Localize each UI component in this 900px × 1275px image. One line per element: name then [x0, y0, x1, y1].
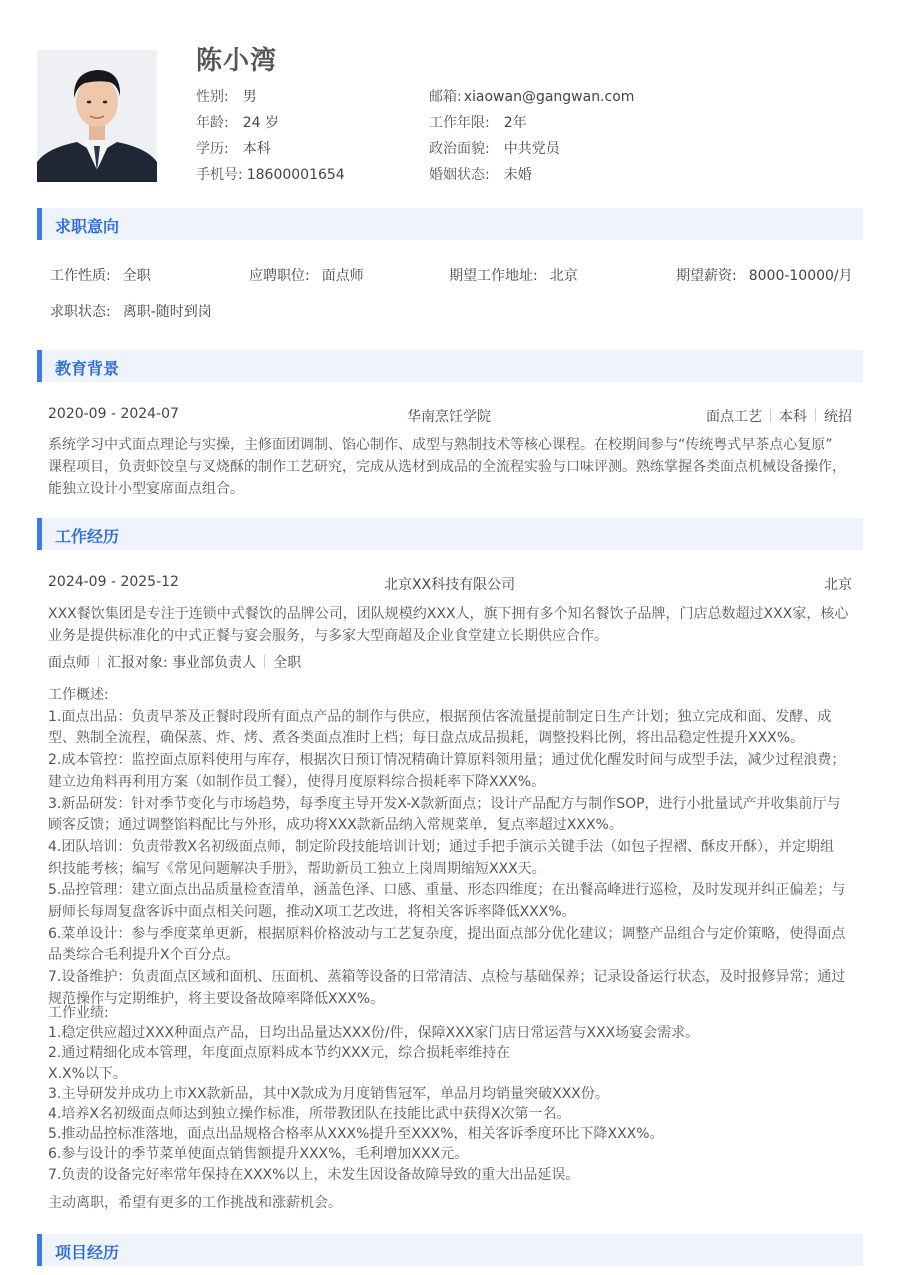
info-value: xiaowan@gangwan.com: [463, 89, 635, 105]
field-value: 全职: [122, 268, 151, 284]
info-marital: [429, 164, 532, 184]
overview-line: 型、熟制全流程，确保蒸、炸、烤、煮各类面点准时上档；每日盘点成品损耗，调整投料比例，将出品稳定性提升XXX%。: [48, 730, 805, 747]
achievement-line: 1.稳定供应超过XXX种面点产品，日均出品量达XXX份/件，保障XXX家门店日常运营与XXX场宴会需求。: [48, 1025, 700, 1042]
info-value: 24 岁: [242, 115, 279, 131]
education-school: 华南烹饪学院: [407, 409, 491, 425]
intent-work-type: [50, 265, 151, 285]
achievement-line: 4.培养X名初级面点师达到独立操作标准，所带教团队在技能比武中获得X次第一名。: [48, 1106, 571, 1123]
overview-line: 7.设备维护：负责面点区域和面机、压面机、蒸箱等设备的日常清洁、点检与基础保养；记录设备运行状态，及时报修异常；通过: [48, 969, 846, 986]
work-period: 2024-09 - 2025-12: [48, 574, 179, 590]
section-header-intent: [37, 208, 863, 240]
overview-line: 建立边角料再利用方案（如制作员工餐），使得月度原料综合损耗率下降XXX%。: [48, 773, 546, 790]
education-tags: [706, 406, 852, 426]
overview-line: 1.面点出品：负责早茶及正餐时段所有面点产品的制作与供应，根据预估客流量提前制定日生产计划；独立完成和面、发酵、成: [48, 708, 832, 725]
tag-divider: [770, 409, 771, 422]
overview-line: 5.品控管理：建立面点出品质量检查清单，涵盖色泽、口感、重量、形态四维度；在出餐高峰进行巡检，及时发现并纠正偏差；与: [48, 882, 846, 899]
section-title: 教育背景: [55, 359, 120, 378]
description-line: 课程项目，负责虾饺皇与叉烧酥的制作工艺研究，完成从选材到成品的全流程实验与口味评测。熟练掌握各类面点机械设备操作，: [48, 459, 846, 475]
field-label: 工作性质:: [50, 268, 111, 284]
info-value: 男: [242, 89, 257, 105]
info-label: 性别:: [196, 89, 229, 105]
overview-line: 4.团队培训：负责带教X名初级面点师，制定阶段技能培训计划；通过手把手演示关键手法（如包子捏褶、酥皮开酥），并定期组: [48, 838, 834, 855]
info-label: 邮箱:: [429, 89, 462, 105]
intro-line: XXX餐饮集团是专注于连锁中式餐饮的品牌公司，团队规模约XXX人，旗下拥有多个知名餐饮子品牌，门店总数超过XXX家，核心: [48, 606, 849, 622]
achievement-line: X.X%以下。: [48, 1065, 127, 1082]
work-overview: [48, 685, 858, 1011]
work-company: 北京XX科技有限公司: [384, 577, 516, 593]
intent-salary: [676, 265, 853, 285]
info-phone: [196, 164, 345, 184]
field-label: 求职状态:: [50, 304, 111, 320]
section-header-education: [37, 350, 863, 382]
field-value: 北京: [549, 268, 578, 284]
report-to: 汇报对象: 事业部负责人: [107, 655, 257, 671]
overview-line: 厨师长每周复盘客诉中面点相关问题，推动X项工艺改进，将相关客诉率降低XXX%。: [48, 904, 576, 921]
info-experience: [429, 112, 527, 132]
info-degree: [196, 138, 271, 158]
candidate-name: 陈小湾: [196, 46, 278, 76]
overview-line: 品类综合毛利提升X个百分点。: [48, 947, 240, 964]
field-label: 期望工作地址:: [449, 268, 538, 284]
work-achievements: [48, 1003, 858, 1185]
info-value: 中共党员: [503, 141, 560, 157]
work-city: 北京: [824, 577, 852, 593]
tag-divider: [815, 409, 816, 422]
overview-line: 3.新品研发：针对季节变化与市场趋势，每季度主导开发X-X款新面点；设计产品配方与制作SOP，进行小批量试产并收集前厅与: [48, 795, 841, 812]
info-label: 政治面貌:: [429, 141, 490, 157]
info-label: 婚姻状态:: [429, 167, 490, 183]
education-degree: 本科: [779, 409, 807, 425]
achievement-line: 工作业绩:: [48, 1005, 109, 1021]
info-label: 工作年限:: [429, 115, 490, 131]
info-label: 手机号:: [196, 167, 243, 183]
section-accent-bar: [37, 350, 42, 382]
info-value: 本科: [242, 141, 271, 157]
intent-status: [50, 301, 212, 321]
section-accent-bar: [37, 208, 42, 240]
section-accent-bar: [37, 1234, 42, 1266]
field-value: 8000-10000/月: [748, 268, 853, 284]
achievement-line: 7.负责的设备完好率常年保持在XXX%以上，未发生因设备故障导致的重大出品延误。: [48, 1166, 580, 1183]
job-title: 面点师: [48, 655, 90, 671]
intent-position: [249, 265, 364, 285]
tag-divider: [264, 655, 265, 668]
achievement-line: 2.通过精细化成本管理，年度面点原料成本节约XXX元，综合损耗率维持在: [48, 1045, 511, 1062]
info-value: 2年: [503, 115, 527, 131]
tag-divider: [98, 655, 99, 668]
info-value: 18600001654: [246, 167, 345, 183]
field-label: 应聘职位:: [249, 268, 310, 284]
info-political: [429, 138, 560, 158]
intent-location: [449, 265, 578, 285]
achievement-line: 3.主导研发并成功上市XX款新品，其中X款成为月度销售冠军，单品月均销量突破XXX份。: [48, 1085, 609, 1102]
company-intro: [48, 603, 858, 647]
intro-line: 业务是提供标准化的中式正餐与宴会服务，与多家大型商超及企业食堂建立长期供应合作。: [48, 628, 608, 644]
education-major: 面点工艺: [706, 409, 762, 425]
overview-line: 规范操作与定期维护，将主要设备故障率降低XXX%。: [48, 990, 385, 1007]
info-label: 年龄:: [196, 115, 229, 131]
employment-type: 全职: [273, 655, 302, 671]
info-email: [429, 86, 634, 106]
info-gender: [196, 86, 257, 106]
field-label: 期望薪资:: [676, 268, 737, 284]
info-age: [196, 112, 279, 132]
overview-line: 顾客反馈；通过调整馅料配比与外形，成功将XXX款新品纳入常规菜单，复点率超过XXX%。: [48, 817, 623, 834]
field-value: 面点师: [321, 268, 364, 284]
education-description: [48, 434, 858, 500]
info-value: 未婚: [503, 167, 532, 183]
section-header-project: [37, 1234, 863, 1266]
achievement-line: 5.推动品控标准落地，面点出品规格合格率从XXX%提升至XXX%，相关客诉季度环比下降XXX%。: [48, 1126, 664, 1143]
overview-line: 6.菜单设计：参与季度菜单更新，根据原料价格波动与工艺复杂度，提出面点部分优化建议；调整产品组合与定价策略，使得面点: [48, 925, 846, 942]
section-header-work: [37, 518, 863, 550]
work-tags: [48, 652, 301, 672]
education-type: 统招: [824, 409, 852, 425]
section-title: 求职意向: [55, 217, 120, 236]
section-title: 工作经历: [55, 527, 120, 546]
overview-line: 工作概述:: [48, 687, 109, 703]
overview-line: 2.成本管控：监控面点原料使用与库存，根据次日预订情况精确计算原料领用量；通过优化醒发时间与成型手法，减少过程浪费；: [48, 752, 846, 769]
description-line: 能独立设计小型宴席面点组合。: [48, 481, 244, 497]
overview-line: 织技能考核；编写《常见问题解决手册》，帮助新员工独立上岗周期缩短XXX天。: [48, 860, 546, 877]
education-period: 2020-09 - 2024-07: [48, 406, 179, 422]
section-title: 项目经历: [55, 1243, 120, 1262]
section-accent-bar: [37, 518, 42, 550]
description-line: 系统学习中式面点理论与实操，主修面团调制、馅心制作、成型与熟制技术等核心课程。在校期间参与“传统粤式早茶点心复原”: [48, 437, 833, 453]
profile-photo: [37, 50, 157, 182]
field-value: 离职-随时到岗: [122, 304, 212, 320]
leave-reason: 主动离职，希望有更多的工作挑战和涨薪机会。: [48, 1195, 342, 1211]
achievement-line: 6.参与设计的季节菜单使面点销售额提升XXX%，毛利增加XXX元。: [48, 1146, 469, 1163]
info-label: 学历:: [196, 141, 229, 157]
